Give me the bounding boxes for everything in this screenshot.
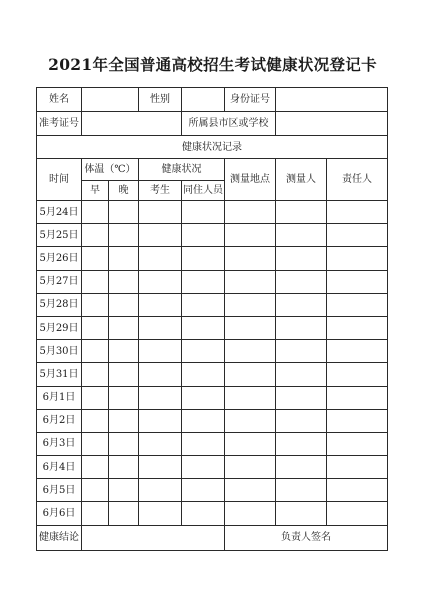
date-row: [37, 316, 388, 339]
exam-no-field[interactable]: [82, 112, 182, 136]
location-cell[interactable]: [225, 293, 276, 316]
responsible-cell[interactable]: [327, 293, 388, 316]
date-row: [37, 363, 388, 386]
morning-temp-cell[interactable]: [82, 340, 109, 363]
responsible-cell[interactable]: [327, 247, 388, 270]
examinee-status-cell[interactable]: [139, 409, 182, 432]
cohabitants-status-cell[interactable]: [182, 247, 225, 270]
cohabitants-status-cell[interactable]: [182, 270, 225, 293]
examinee-status-cell[interactable]: [139, 340, 182, 363]
health-status-header: 健康状况: [139, 159, 225, 181]
measurer-cell[interactable]: [276, 247, 327, 270]
measurer-cell[interactable]: [276, 502, 327, 525]
morning-temp-cell[interactable]: [82, 201, 109, 224]
date-row: [37, 409, 388, 432]
section-row: [37, 136, 388, 159]
evening-temp-cell[interactable]: [109, 247, 139, 270]
examinee-status-cell[interactable]: [139, 224, 182, 247]
measurer-cell[interactable]: [276, 270, 327, 293]
morning-temp-cell[interactable]: [82, 363, 109, 386]
health-registration-table: [36, 87, 388, 551]
measurer-cell[interactable]: [276, 293, 327, 316]
evening-temp-cell[interactable]: [109, 456, 139, 479]
measurer-cell[interactable]: [276, 479, 327, 502]
evening-temp-cell[interactable]: [109, 386, 139, 409]
evening-temp-cell[interactable]: [109, 293, 139, 316]
evening-temp-cell[interactable]: [109, 363, 139, 386]
examinee-status-cell[interactable]: [139, 201, 182, 224]
responsible-cell[interactable]: [327, 386, 388, 409]
responsible-cell[interactable]: [327, 363, 388, 386]
evening-temp-cell[interactable]: [109, 340, 139, 363]
cohabitants-status-cell[interactable]: [182, 502, 225, 525]
gender-label: 性别: [139, 88, 182, 112]
evening-temp-cell[interactable]: [109, 201, 139, 224]
cohabitants-status-cell[interactable]: [182, 479, 225, 502]
gender-field[interactable]: [182, 88, 225, 112]
responsible-cell[interactable]: [327, 456, 388, 479]
evening-temp-cell[interactable]: [109, 270, 139, 293]
responsible-header: 责任人: [327, 159, 388, 201]
measurer-cell[interactable]: [276, 201, 327, 224]
date-cell: 5月24日: [37, 201, 82, 224]
location-cell[interactable]: [225, 247, 276, 270]
examinee-status-cell[interactable]: [139, 270, 182, 293]
date-row: [37, 502, 388, 525]
location-header: 测量地点: [225, 159, 276, 201]
location-cell[interactable]: [225, 270, 276, 293]
morning-temp-cell[interactable]: [82, 316, 109, 339]
location-cell[interactable]: [225, 224, 276, 247]
conclusion-label: 健康结论: [37, 525, 82, 550]
exam-no-label: 准考证号: [37, 112, 82, 136]
responsible-cell[interactable]: [327, 224, 388, 247]
morning-temp-cell[interactable]: [82, 293, 109, 316]
date-row: [37, 340, 388, 363]
measurer-cell[interactable]: [276, 432, 327, 455]
responsible-cell[interactable]: [327, 340, 388, 363]
examinee-status-cell[interactable]: [139, 247, 182, 270]
morning-temp-cell[interactable]: [82, 456, 109, 479]
responsible-cell[interactable]: [327, 270, 388, 293]
responsible-cell[interactable]: [327, 432, 388, 455]
morning-temp-cell[interactable]: [82, 224, 109, 247]
name-field[interactable]: [82, 88, 139, 112]
date-row: [37, 386, 388, 409]
name-label: 姓名: [37, 88, 82, 112]
signature-label: 负责人签名: [225, 525, 388, 550]
morning-header: 早: [82, 181, 109, 201]
examinee-status-cell[interactable]: [139, 479, 182, 502]
responsible-cell[interactable]: [327, 409, 388, 432]
date-row: [37, 247, 388, 270]
id-label: 身份证号: [225, 88, 276, 112]
cohabitants-status-cell[interactable]: [182, 432, 225, 455]
measurer-cell[interactable]: [276, 363, 327, 386]
location-cell[interactable]: [225, 340, 276, 363]
school-field[interactable]: [276, 112, 388, 136]
morning-temp-cell[interactable]: [82, 409, 109, 432]
measurer-header: 测量人: [276, 159, 327, 201]
location-cell[interactable]: [225, 316, 276, 339]
date-cell: 5月25日: [37, 224, 82, 247]
date-cell: 5月30日: [37, 340, 82, 363]
cohabitants-status-cell[interactable]: [182, 316, 225, 339]
date-cell: 6月3日: [37, 432, 82, 455]
date-cell: 5月27日: [37, 270, 82, 293]
cohabitants-status-cell[interactable]: [182, 224, 225, 247]
cohabitants-header: 同住人员: [182, 181, 225, 201]
cohabitants-status-cell[interactable]: [182, 201, 225, 224]
footer-row: [37, 525, 388, 550]
date-cell: 6月1日: [37, 386, 82, 409]
date-cell: 6月6日: [37, 502, 82, 525]
header-row-1: [37, 159, 388, 181]
temperature-header: 体温（℃）: [82, 159, 139, 181]
morning-temp-cell[interactable]: [82, 502, 109, 525]
measurer-cell[interactable]: [276, 224, 327, 247]
measurer-cell[interactable]: [276, 456, 327, 479]
info-row-1: [37, 88, 388, 112]
date-row: [37, 479, 388, 502]
location-cell[interactable]: [225, 386, 276, 409]
location-cell[interactable]: [225, 456, 276, 479]
cohabitants-status-cell[interactable]: [182, 456, 225, 479]
cohabitants-status-cell[interactable]: [182, 409, 225, 432]
evening-temp-cell[interactable]: [109, 316, 139, 339]
date-row: [37, 293, 388, 316]
examinee-status-cell[interactable]: [139, 293, 182, 316]
examinee-status-cell[interactable]: [139, 456, 182, 479]
measurer-cell[interactable]: [276, 409, 327, 432]
location-cell[interactable]: [225, 502, 276, 525]
morning-temp-cell[interactable]: [82, 432, 109, 455]
examinee-status-cell[interactable]: [139, 316, 182, 339]
responsible-cell[interactable]: [327, 479, 388, 502]
school-label: 所属县市区或学校: [182, 112, 276, 136]
measurer-cell[interactable]: [276, 386, 327, 409]
date-row: [37, 201, 388, 224]
location-cell[interactable]: [225, 201, 276, 224]
morning-temp-cell[interactable]: [82, 270, 109, 293]
date-cell: 5月31日: [37, 363, 82, 386]
evening-temp-cell[interactable]: [109, 432, 139, 455]
date-cell: 6月2日: [37, 409, 82, 432]
examinee-header: 考生: [139, 181, 182, 201]
cohabitants-status-cell[interactable]: [182, 386, 225, 409]
morning-temp-cell[interactable]: [82, 247, 109, 270]
morning-temp-cell[interactable]: [82, 479, 109, 502]
location-cell[interactable]: [225, 479, 276, 502]
measurer-cell[interactable]: [276, 340, 327, 363]
morning-temp-cell[interactable]: [82, 386, 109, 409]
evening-temp-cell[interactable]: [109, 409, 139, 432]
date-cell: 5月29日: [37, 316, 82, 339]
examinee-status-cell[interactable]: [139, 363, 182, 386]
date-row: [37, 270, 388, 293]
cohabitants-status-cell[interactable]: [182, 363, 225, 386]
examinee-status-cell[interactable]: [139, 502, 182, 525]
evening-temp-cell[interactable]: [109, 224, 139, 247]
info-row-2: [37, 112, 388, 136]
date-cell: 6月4日: [37, 456, 82, 479]
responsible-cell[interactable]: [327, 316, 388, 339]
date-row: [37, 432, 388, 455]
time-header: 时间: [37, 159, 82, 201]
evening-temp-cell[interactable]: [109, 479, 139, 502]
conclusion-field[interactable]: [82, 525, 225, 550]
examinee-status-cell[interactable]: [139, 432, 182, 455]
responsible-cell[interactable]: [327, 201, 388, 224]
location-cell[interactable]: [225, 432, 276, 455]
examinee-status-cell[interactable]: [139, 386, 182, 409]
evening-temp-cell[interactable]: [109, 502, 139, 525]
id-field[interactable]: [276, 88, 388, 112]
location-cell[interactable]: [225, 409, 276, 432]
responsible-cell[interactable]: [327, 502, 388, 525]
date-cell: 5月28日: [37, 293, 82, 316]
cohabitants-status-cell[interactable]: [182, 340, 225, 363]
cohabitants-status-cell[interactable]: [182, 293, 225, 316]
card-title: 2021年全国普通高校招生考试健康状况登记卡: [48, 55, 377, 74]
location-cell[interactable]: [225, 363, 276, 386]
section-title: 健康状况记录: [37, 136, 388, 159]
date-row: [37, 224, 388, 247]
date-row: [37, 456, 388, 479]
evening-header: 晚: [109, 181, 139, 201]
measurer-cell[interactable]: [276, 316, 327, 339]
date-cell: 6月5日: [37, 479, 82, 502]
date-cell: 5月26日: [37, 247, 82, 270]
